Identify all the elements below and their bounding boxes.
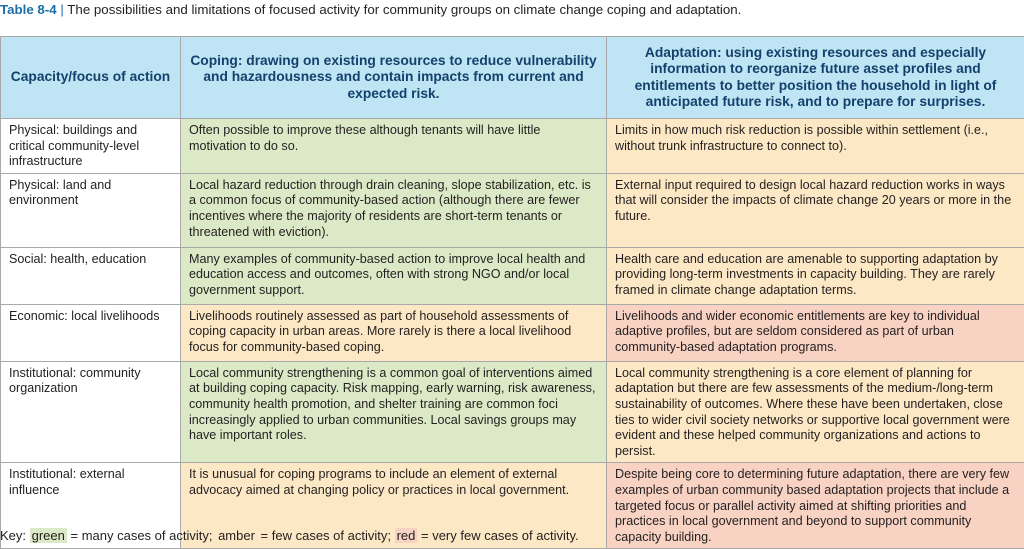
key-red-text: = very few cases of activity. (417, 528, 579, 543)
table-caption (0, 2, 1024, 18)
adaptation-cell: Limits in how much risk reduction is possible within settlement (i.e., without trunk infrastructure to connect to). (607, 119, 1024, 174)
key-amber-text: = few cases of activity; (256, 528, 395, 543)
adaptation-cell: Despite being core to determining future adaptation, there are very few examples of urban community based adaptation projects that include a targeted focus or parallel activity aimed at shifting priorities and practices in local government and beyond to support community capacity building. (607, 463, 1024, 549)
coping-cell: Livelihoods routinely assessed as part of household assessments of coping capacity in urban areas. More rarely is there a local livelihood focus for community-based coping. (181, 304, 607, 361)
key-green-swatch: green (31, 528, 65, 543)
row-label: Institutional: external influence (1, 463, 181, 549)
adaptation-cell: Livelihoods and wider economic entitlements are key to individual adaptive profiles, but are seldom considered as part of urban community-based adaptation programs. (607, 304, 1024, 361)
table-row (1, 173, 1024, 247)
coping-cell: Many examples of community-based action to improve local health and education access and outcomes, often with strong NGO and/or local government support. (181, 247, 607, 304)
header-adaptation: Adaptation: using existing resources and especially information to reorganize future asset profiles and entitlements to better position the household in light of anticipated future risk, and to prepare for surprises. (607, 37, 1024, 119)
coping-cell: It is unusual for coping programs to include an element of external advocacy aimed at changing policy or practices in local government. (181, 463, 607, 549)
adaptation-cell: Health care and education are amenable to supporting adaptation by providing long-term investments in capacity building. They are rarely framed in climate change adaptation terms. (607, 247, 1024, 304)
key-red-swatch: red (396, 528, 416, 543)
coping-cell: Often possible to improve these although tenants will have little motivation to do so. (181, 119, 607, 174)
key-amber-swatch: amber (218, 528, 255, 543)
row-label: Institutional: community organization (1, 361, 181, 463)
header-coping: Coping: drawing on existing resources to reduce vulnerability and hazardousness and contain impacts from current and expected risk. (181, 37, 607, 119)
coping-cell: Local hazard reduction through drain cleaning, slope stabilization, etc. is a common focus of community-based action (although there are fewer incentives where the majority of residents are short-term tenants or threatened with eviction). (181, 173, 607, 247)
header-row (1, 37, 1024, 119)
table-row (1, 304, 1024, 361)
adaptation-cell: Local community strengthening is a core element of planning for adaptation but there are few assessments of the medium-/long-term sustainability of outcomes. Where these have been undertaken, close ties to wider civil society networks or supportive local government were evident and these helped community organizations and actions to persist. (607, 361, 1024, 463)
table-row (1, 361, 1024, 463)
activity-table (0, 36, 1024, 549)
table-number: Table 8-4 (0, 2, 57, 17)
row-label: Physical: land and environment (1, 173, 181, 247)
coping-cell: Local community strengthening is a common goal of interventions aimed at building coping capacity. Risk mapping, early warning, risk awareness, community health promotion, and shelter training are common foci increasingly applied to urban communities. Local savings groups may have important roles. (181, 361, 607, 463)
color-key (0, 528, 579, 544)
key-green-text: = many cases of activity; (66, 528, 217, 543)
caption-separator: | (60, 2, 64, 17)
table-row (1, 247, 1024, 304)
caption-text: The possibilities and limitations of focused activity for community groups on climate change coping and adaptation. (67, 2, 742, 17)
adaptation-cell: External input required to design local hazard reduction works in ways that will consider the impacts of climate change 20 years or more in the future. (607, 173, 1024, 247)
row-label: Social: health, education (1, 247, 181, 304)
row-label: Economic: local livelihoods (1, 304, 181, 361)
row-label: Physical: buildings and critical community-level infrastructure (1, 119, 181, 174)
header-capacity: Capacity/focus of action (1, 37, 181, 119)
key-prefix: Key: (0, 528, 30, 543)
table-row (1, 119, 1024, 174)
